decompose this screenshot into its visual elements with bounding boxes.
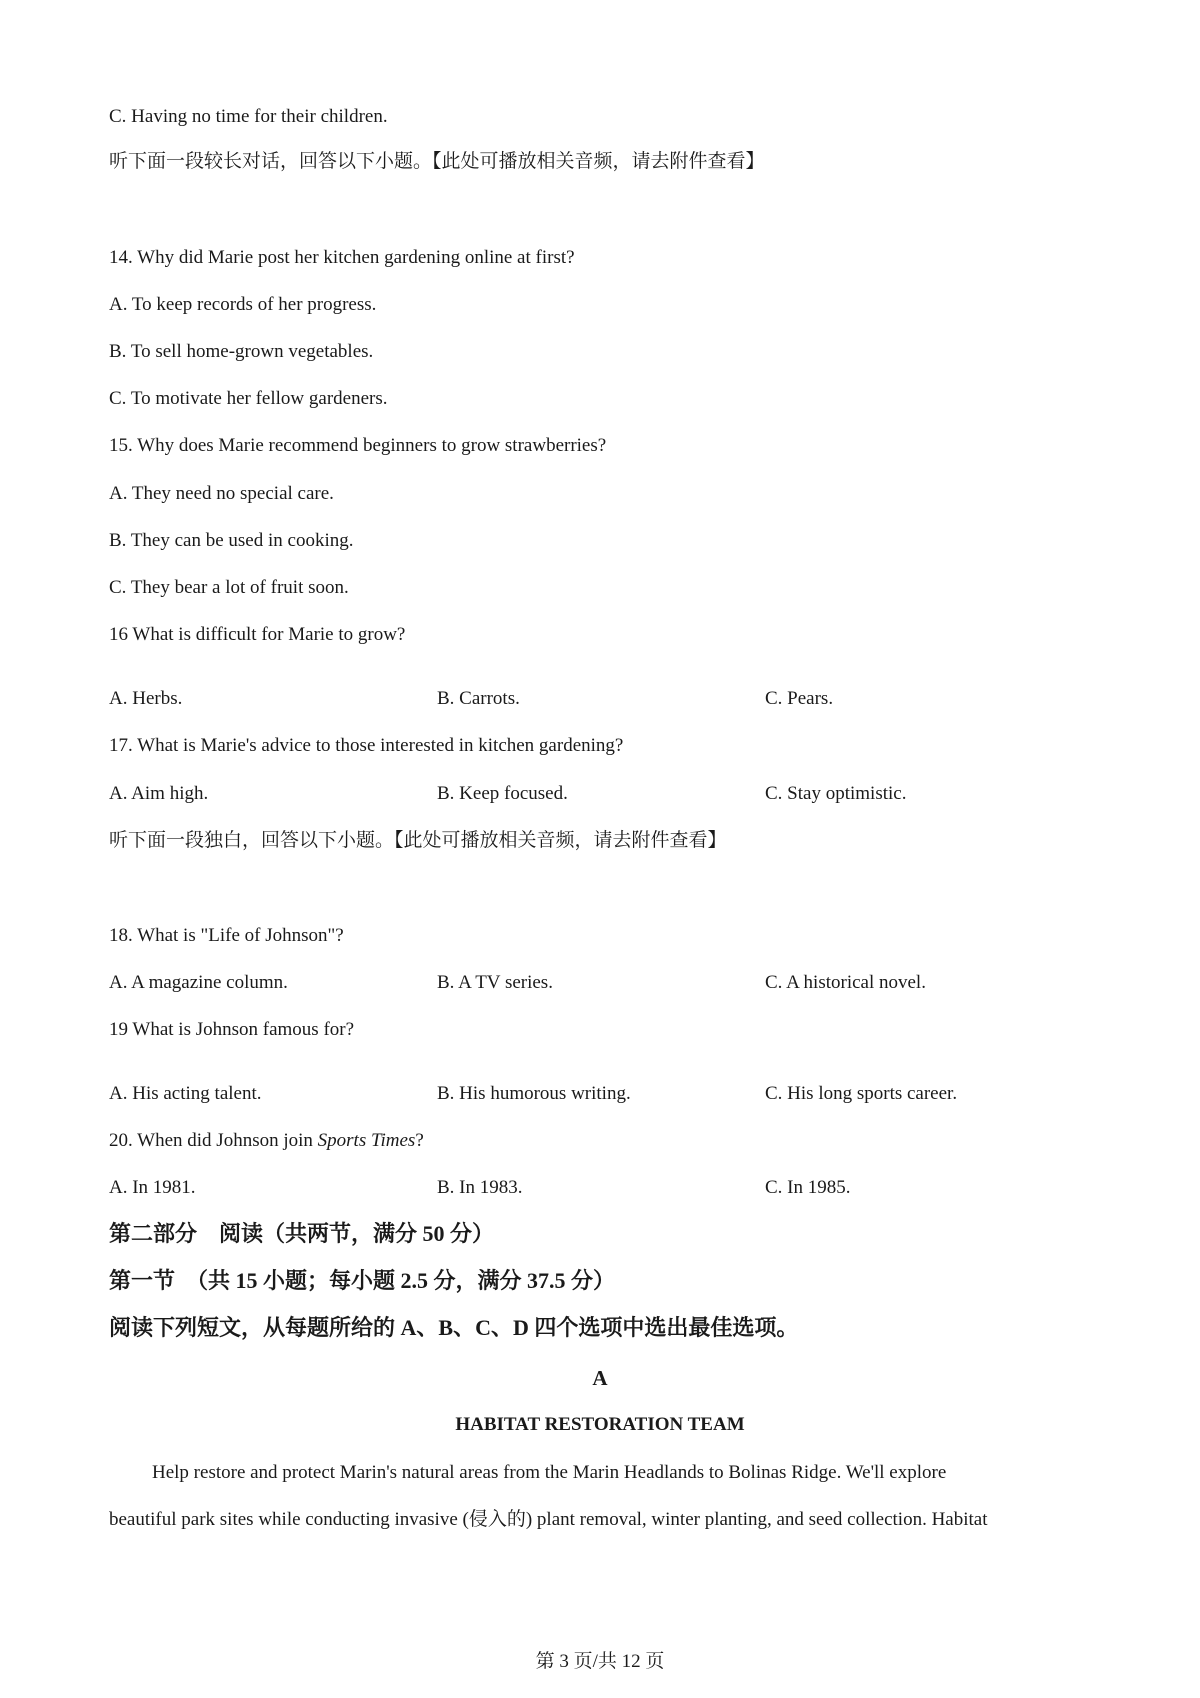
question-17: 17. What is Marie's advice to those interested in kitchen gardening?	[109, 735, 624, 756]
question-18: 18. What is "Life of Johnson"?	[109, 925, 344, 946]
question-20-suffix: ?	[415, 1130, 424, 1151]
question-19: 19 What is Johnson famous for?	[109, 1019, 355, 1040]
option-15b: B. They can be used in cooking.	[109, 530, 354, 551]
question-20-italic: Sports Times	[317, 1130, 416, 1151]
option-18a: A. A magazine column.	[109, 972, 288, 993]
monologue-instruction: 听下面一段独白，回答以下小题。【此处可播放相关音频，请去附件查看】	[109, 830, 727, 851]
option-20c: C. In 1985.	[765, 1177, 851, 1198]
section1-heading: 第一节 （共 15 小题；每小题 2.5 分，满分 37.5 分）	[109, 1268, 616, 1293]
option-14b: B. To sell home-grown vegetables.	[109, 341, 374, 362]
options-20	[109, 1178, 1109, 1202]
passage-line-1: Help restore and protect Marin's natural areas from the Marin Headlands to Bolinas Ridge. We'll explore	[152, 1462, 947, 1483]
option-18b: B. A TV series.	[437, 972, 553, 993]
question-14: 14. Why did Marie post her kitchen gardening online at first?	[109, 247, 575, 268]
passage-title: HABITAT RESTORATION TEAM	[455, 1414, 745, 1435]
options-17	[109, 784, 1109, 808]
passage-line-2: beautiful park sites while conducting invasive (侵入的) plant removal, winter planting, and seed collection. Habitat	[109, 1509, 988, 1530]
option-14a: A. To keep records of her progress.	[109, 294, 377, 315]
option-16c: C. Pears.	[765, 688, 834, 709]
question-20	[109, 1131, 424, 1150]
option-20b: B. In 1983.	[437, 1177, 523, 1198]
option-20a: A. In 1981.	[109, 1177, 196, 1198]
page-footer: 第 3 页/共 12 页	[535, 1651, 665, 1672]
question-20-prefix: 20. When did Johnson join	[109, 1130, 318, 1151]
option-17c: C. Stay optimistic.	[765, 783, 907, 804]
question-16: 16 What is difficult for Marie to grow?	[109, 624, 406, 645]
option-19a: A. His acting talent.	[109, 1083, 262, 1104]
option-16a: A. Herbs.	[109, 688, 183, 709]
listening-instruction: 听下面一段较长对话，回答以下小题。【此处可播放相关音频，请去附件查看】	[109, 151, 765, 172]
option-19c: C. His long sports career.	[765, 1083, 958, 1104]
question-15: 15. Why does Marie recommend beginners to grow strawberries?	[109, 435, 607, 456]
options-18	[109, 973, 1109, 997]
option-17b: B. Keep focused.	[437, 783, 568, 804]
option-16b: B. Carrots.	[437, 688, 520, 709]
passage-letter: A	[592, 1366, 608, 1390]
option-17a: A. Aim high.	[109, 783, 209, 804]
option-14c: C. To motivate her fellow gardeners.	[109, 388, 388, 409]
reading-instruction: 阅读下列短文，从每题所给的 A、B、C、D 四个选项中选出最佳选项。	[109, 1315, 799, 1340]
option-15a: A. They need no special care.	[109, 483, 334, 504]
options-19	[109, 1084, 1109, 1108]
option-19b: B. His humorous writing.	[437, 1083, 631, 1104]
part2-heading: 第二部分 阅读（共两节，满分 50 分）	[109, 1221, 495, 1246]
option-18c: C. A historical novel.	[765, 972, 926, 993]
option-13c: C. Having no time for their children.	[109, 106, 388, 127]
options-16	[109, 689, 1109, 713]
option-15c: C. They bear a lot of fruit soon.	[109, 577, 349, 598]
